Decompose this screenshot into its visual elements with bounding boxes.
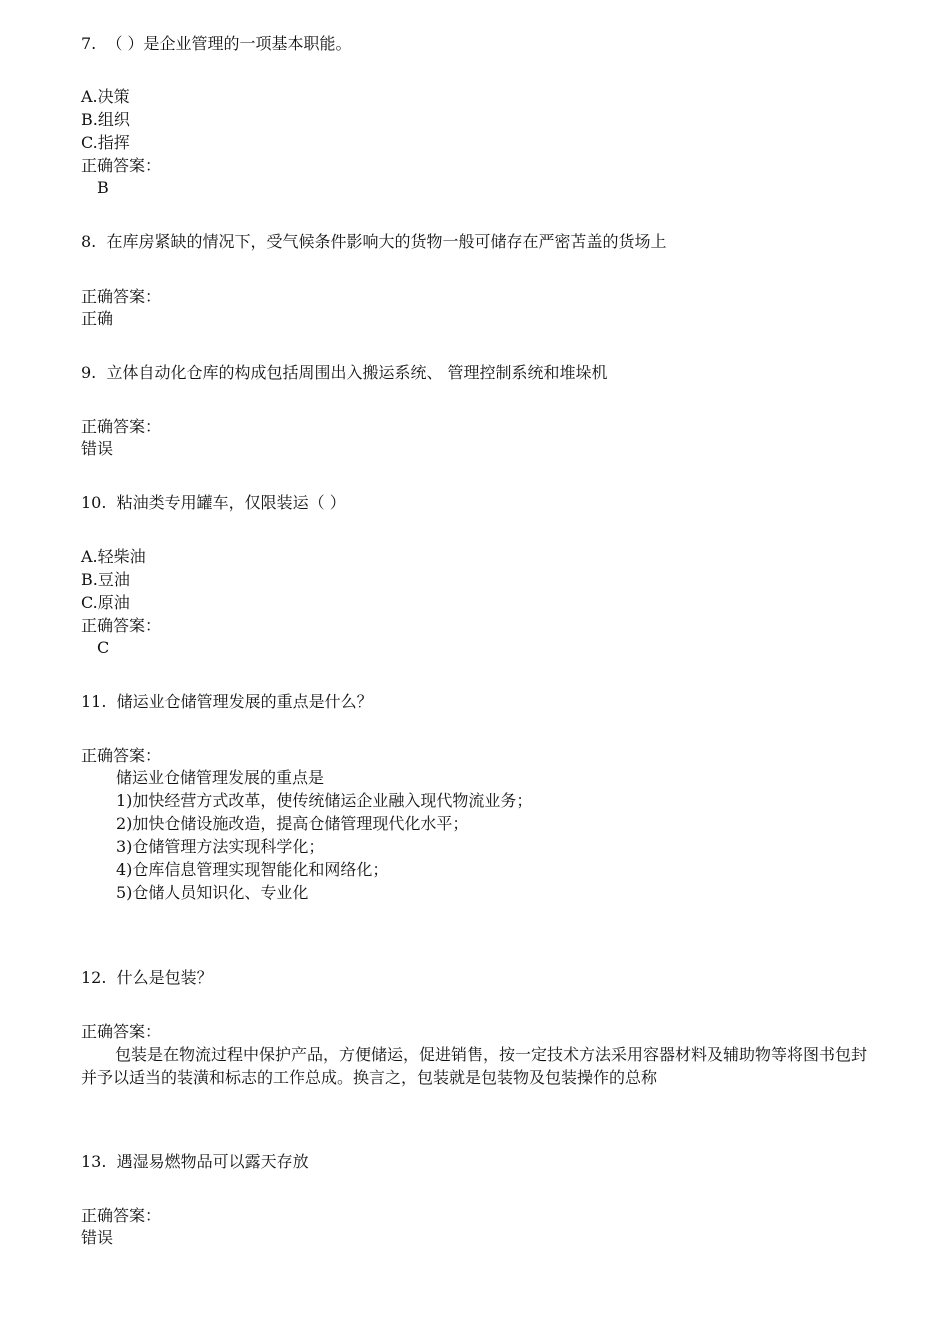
question-number: 8. [81, 232, 97, 251]
answer-line: 储运业仓储管理发展的重点是 [116, 768, 325, 787]
answer-label: 正确答案： [81, 287, 162, 306]
answer-line: 2)加快仓储设施改造，提高仓储管理现代化水平； [116, 814, 469, 833]
question-text: 粘油类专用罐车，仅限装运（ ） [116, 493, 346, 512]
answer-label: 正确答案： [81, 1206, 162, 1225]
answer-value: B [97, 178, 109, 197]
option-c: C.原油 [81, 593, 130, 612]
answer-label: 正确答案： [81, 1022, 162, 1041]
question-10 [81, 492, 346, 514]
answer-value: 正确 [81, 309, 114, 328]
answer-value: 错误 [81, 439, 114, 458]
question-number: 13. [81, 1152, 107, 1171]
option-a: A.决策 [81, 87, 130, 106]
option-b: B.豆油 [81, 570, 130, 589]
question-text: 立体自动化仓库的构成包括周围出入搬运系统、 管理控制系统和堆垛机 [106, 363, 608, 382]
question-9 [81, 362, 608, 384]
option-b: B.组织 [81, 110, 130, 129]
answer-label: 正确答案： [81, 417, 162, 436]
question-number: 10. [81, 493, 107, 512]
question-number: 12. [81, 968, 107, 987]
answer-value: C [97, 638, 110, 657]
answer-paragraph: 包装是在物流过程中保护产品，方便储运，促进销售，按一定技术方法采用容器材料及辅助物等将图书包封并予以适当的装潢和标志的工作总成。换言之，包装就是包装物及包装操作的总称 [81, 1045, 868, 1087]
answer-line: 3)仓储管理方法实现科学化； [116, 837, 325, 856]
answer-line: 4)仓库信息管理实现智能化和网络化； [116, 860, 389, 879]
answer-label: 正确答案： [81, 156, 162, 175]
option-a: A.轻柴油 [81, 547, 146, 566]
question-7 [81, 33, 352, 55]
option-c: C.指挥 [81, 133, 130, 152]
answer-label: 正确答案： [81, 746, 162, 765]
answer-value: 错误 [81, 1228, 114, 1247]
answer-line: 1)加快经营方式改革，使传统储运企业融入现代物流业务； [116, 791, 533, 810]
question-text: 在库房紧缺的情况下，受气候条件影响大的货物一般可储存在严密苫盖的货场上 [106, 232, 667, 251]
question-11 [81, 691, 373, 713]
question-text: 什么是包装？ [116, 968, 213, 987]
answer-line: 5)仓储人员知识化、专业化 [116, 883, 309, 902]
question-12 [81, 967, 213, 989]
question-number: 9. [81, 363, 97, 382]
question-13 [81, 1151, 309, 1173]
question-text: 遇湿易燃物品可以露天存放 [116, 1152, 309, 1171]
question-number: 7. [81, 34, 97, 53]
question-text: （ ）是企业管理的一项基本职能。 [106, 34, 352, 53]
question-number: 11. [81, 692, 107, 711]
question-8 [81, 231, 666, 253]
answer-label: 正确答案： [81, 616, 162, 635]
question-text: 储运业仓储管理发展的重点是什么？ [116, 692, 373, 711]
